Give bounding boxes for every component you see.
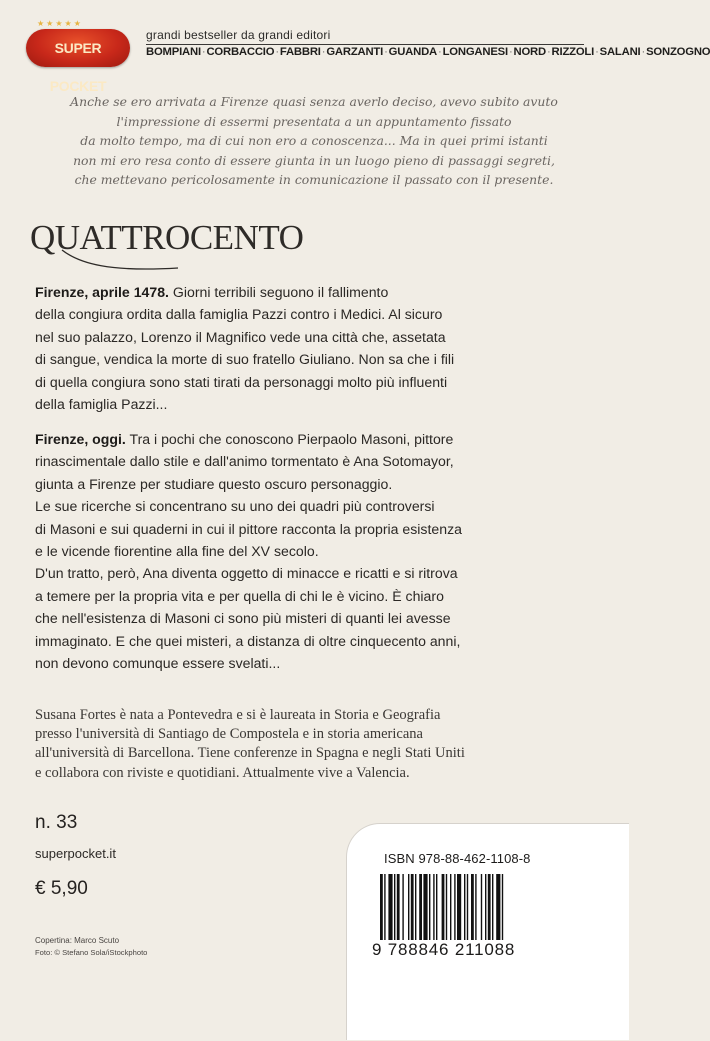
quote-line: che mettevano pericolosamente in comunicazione il passato con il presente. <box>74 172 554 187</box>
barcode-bar <box>464 874 465 940</box>
publisher-name: RIZZOLI <box>551 46 595 58</box>
barcode-bar <box>442 874 445 940</box>
publisher-separator: · <box>384 46 388 58</box>
barcode-bar <box>433 874 434 940</box>
para2-line: D'un tratto, però, Ana diventa oggetto di minacce e ricatti e si ritrova <box>35 565 458 582</box>
barcode-bar <box>411 874 414 940</box>
barcode-bar <box>388 874 392 940</box>
para2-line: a temere per la propria vita e per quella di chi le è vicino. È chiaro <box>35 587 444 604</box>
para2-line: giunta a Firenze per studiare questo oscuro personaggio. <box>35 475 393 492</box>
author-line: all'università di Barcellona. Tiene conferenze in Spagna e negli Stati Uniti <box>35 745 465 762</box>
para2-line: di Masoni e sui quaderni in cui il pittore racconta la propria esistenza <box>35 520 462 537</box>
publisher-separator: · <box>546 46 551 58</box>
para2-line: immaginato. E che quei misteri, a distanza di oltre cinquecento anni, <box>35 632 461 649</box>
isbn: ISBN 978-88-462-1108-8 <box>384 851 531 866</box>
author-line: presso l'università di Santiago de Compostela e in storia americana <box>35 726 423 743</box>
barcode-bar <box>423 874 427 940</box>
barcode-bar <box>471 874 474 940</box>
para1-first-line: Giorni terribili seguono il fallimento <box>168 284 389 300</box>
barcode-bar <box>457 874 461 940</box>
barcode-bar <box>488 874 491 940</box>
para2-line: non devono comunque essere svelati... <box>35 655 281 672</box>
barcode-bar <box>397 874 400 940</box>
para2-lead: Firenze, oggi. <box>35 431 126 447</box>
quote-line: Anche se ero arrivata a Firenze quasi senza averlo deciso, avevo subito avuto <box>70 94 558 109</box>
quote-line: l'impressione di essermi presentata a un appuntamento fissato <box>116 113 512 129</box>
book-title: QUATTROCENTO <box>30 218 304 257</box>
synopsis-paragraph-1 <box>35 281 605 415</box>
para1-line: nel suo palazzo, Lorenzo il Magnifico vede una città che, assetata <box>35 328 446 345</box>
para1-lead: Firenze, aprile 1478. <box>35 284 169 300</box>
para1-line: di sangue, vendica la morte di suo fratello Giuliano. Non sa che i fili <box>35 351 455 368</box>
barcode-bar <box>402 874 403 940</box>
barcode-digits: 9 788846 211088 <box>372 940 516 959</box>
barcode-bar <box>446 874 447 940</box>
para1-line: di quella congiura sono stati tirati da personaggi molto più influenti <box>35 373 448 390</box>
barcode-bar <box>492 874 493 940</box>
barcode-bar <box>415 874 416 940</box>
header <box>0 0 710 94</box>
publisher-separator: · <box>508 46 513 58</box>
publisher-name: NORD <box>513 46 546 58</box>
author-line: e collabora con riviste e quotidiani. Attualmente vive a Valencia. <box>35 764 410 781</box>
para2-line: che nell'esistenza di Masoni ci sono più misteri di quanti lei avesse <box>35 610 451 627</box>
website-link[interactable]: superpocket.it <box>35 846 116 861</box>
author-first-line: è nata a Pontevedra e si è laureata in Storia e Geografia <box>115 707 441 723</box>
publisher-name: LONGANESI <box>442 46 508 58</box>
publisher-separator: · <box>438 46 442 58</box>
publisher-separator: · <box>275 46 279 58</box>
barcode-bar <box>467 874 468 940</box>
superpocket-logo <box>26 29 130 94</box>
excerpt-quote <box>30 92 598 190</box>
barcode-bar <box>502 874 503 940</box>
barcode-bar <box>485 874 486 940</box>
para2-line: rinascimentale dallo stile e dall'animo tormentato è Ana Sotomayor, <box>35 453 454 470</box>
logo-stars: ★★★★★ <box>37 19 83 28</box>
para2-line: e le vicende fiorentine alla fine del XV secolo. <box>35 543 319 560</box>
barcode-bar <box>394 874 395 940</box>
barcode-bar <box>450 874 451 940</box>
publisher-name: GUANDA <box>388 46 438 58</box>
logo-text: SUPER POCKET <box>49 40 107 94</box>
synopsis-paragraph-2 <box>35 428 605 674</box>
para2-first-line: Tra i pochi che conoscono Pierpaolo Masoni, pittore <box>125 431 454 447</box>
barcode-bar <box>454 874 455 940</box>
publisher-name: SONZOGNO <box>646 46 710 58</box>
publisher-separator: · <box>321 46 326 58</box>
barcode-bar <box>384 874 385 940</box>
para1-line: della famiglia Pazzi... <box>35 396 168 413</box>
publisher-separator: · <box>641 46 646 58</box>
publisher-name: GARZANTI <box>326 46 384 58</box>
barcode-bar <box>380 874 383 940</box>
barcode-bar <box>408 874 409 940</box>
author-name: Susana Fortes <box>35 707 116 723</box>
barcode-icon <box>378 874 558 944</box>
series-number: n. 33 <box>35 812 78 833</box>
author-bio <box>35 706 600 783</box>
quote-line: da molto tempo, ma di cui non ero a conoscenza... Ma in quei primi istanti <box>80 133 548 148</box>
publisher-name: FABBRI <box>279 46 321 58</box>
para1-line: della congiura ordita dalla famiglia Pazzi contro i Medici. Al sicuro <box>35 306 443 323</box>
barcode-bar <box>419 874 422 940</box>
tagline: grandi bestseller da grandi editori <box>146 28 331 42</box>
barcode-bar <box>496 874 500 940</box>
publisher-separator: · <box>595 46 599 58</box>
cover-credit: Copertina: Marco Scuto <box>35 936 120 945</box>
quote-line: non mi ero resa conto di essere giunta in un luogo pieno di passaggi segreti, <box>73 152 555 168</box>
publisher-name: BOMPIANI <box>146 46 201 58</box>
publisher-list <box>146 46 710 58</box>
photo-credit: Foto: © Stefano Sola/iStockphoto <box>35 948 148 957</box>
barcode-bar <box>481 874 482 940</box>
title-flourish-icon <box>60 246 180 276</box>
barcode-bar <box>436 874 437 940</box>
publisher-name: SALANI <box>599 46 641 58</box>
barcode-bar <box>475 874 476 940</box>
publisher-name: CORBACCIO <box>206 46 275 58</box>
publisher-separator: · <box>201 46 206 58</box>
para2-line: Le sue ricerche si concentrano su uno dei quadri più controversi <box>35 498 435 515</box>
barcode-bar <box>429 874 430 940</box>
price: € 5,90 <box>35 878 88 899</box>
publisher-divider <box>146 44 584 45</box>
